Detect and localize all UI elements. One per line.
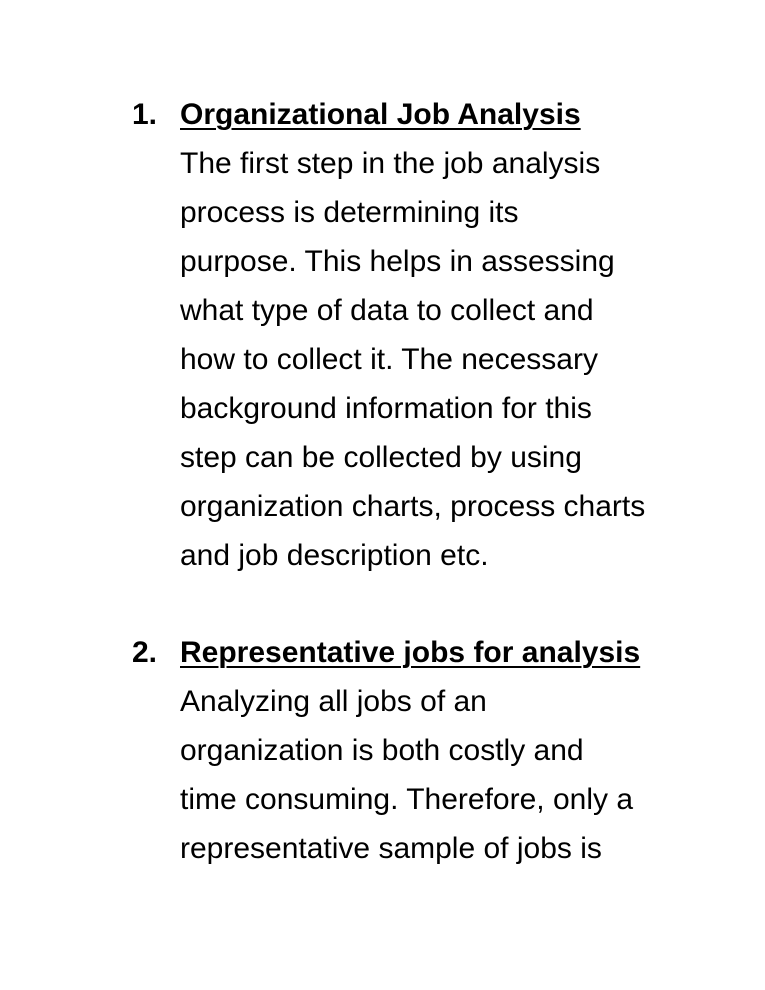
body-line: representative sample of jobs is [180, 832, 602, 865]
body-line: and job description etc. [180, 539, 489, 572]
body-line: Analyzing all jobs of an [180, 685, 487, 718]
body-line: how to collect it. The necessary [180, 343, 598, 376]
body-line: organization is both costly and [180, 734, 584, 767]
item-number: 1. [132, 98, 158, 131]
body-line: organization charts, process charts [180, 490, 646, 523]
body-line: step can be collected by using [180, 441, 582, 474]
body-line: what type of data to collect and [180, 294, 594, 327]
item-number: 2. [132, 636, 158, 669]
body-line: The first step in the job analysis [180, 147, 601, 180]
body-line: background information for this [180, 392, 592, 425]
body-line: process is determining its [180, 196, 519, 229]
item-heading: Representative jobs for analysis [180, 636, 641, 669]
body-line: time consuming. Therefore, only a [180, 783, 634, 816]
item-heading: Organizational Job Analysis [180, 98, 581, 131]
body-line: purpose. This helps in assessing [180, 245, 615, 278]
